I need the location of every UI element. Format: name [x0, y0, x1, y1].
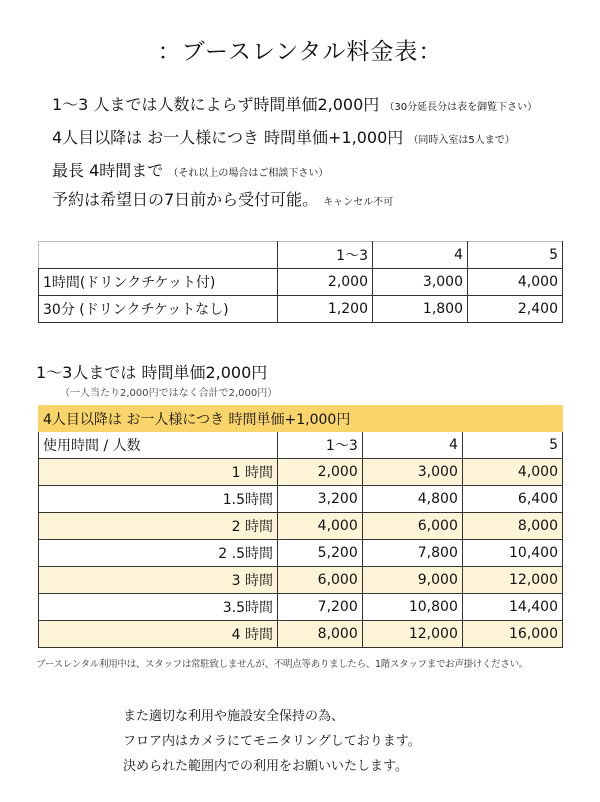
price-cell: 2,000 [278, 459, 363, 486]
price-cell: 8,000 [278, 621, 363, 648]
price-cell: 1,200 [278, 296, 373, 323]
price-cell: 4,800 [362, 486, 462, 513]
info-main: 4人目以降は お一人様につき 時間単価+1,000円 [52, 128, 404, 147]
price-cell: 6,400 [462, 486, 562, 513]
duration-cell: 1.5時間 [39, 486, 278, 513]
table-row [39, 486, 563, 513]
price-cell: 3,200 [278, 486, 363, 513]
table-header-cell: 4 [362, 432, 462, 459]
duration-cell: 1 時間 [39, 459, 278, 486]
duration-cell: 2 .5時間 [39, 540, 278, 567]
price-cell: 1,800 [373, 296, 468, 323]
table-row [39, 513, 563, 540]
info-line-2 [52, 125, 515, 148]
table-header-cell [39, 242, 278, 269]
price-cell: 6,000 [278, 567, 363, 594]
table-row [39, 296, 563, 323]
info-line-4 [52, 187, 393, 210]
table-header-row [39, 242, 563, 269]
info-note: （それ以上の場合はご相談下さい） [168, 168, 329, 179]
info-note: キャンセル不可 [323, 197, 394, 208]
table-header-cell: 4 [373, 242, 468, 269]
table-header-cell: 使用時間 / 人数 [39, 432, 278, 459]
staff-note: ブースレンタル利用中は、スタッフは常駐致しませんが、不明点等ありましたら、1階スタッフまでお声掛けください。 [36, 659, 528, 670]
price-cell: 6,000 [362, 513, 462, 540]
price-cell: 12,000 [362, 621, 462, 648]
table-header-cell: 5 [462, 432, 562, 459]
closing-line: また適切な利用や施設安全保持の為、 [123, 709, 345, 724]
table-row [39, 269, 563, 296]
price-cell: 10,400 [462, 540, 562, 567]
price-cell: 3,000 [373, 269, 468, 296]
price-cell: 14,400 [462, 594, 562, 621]
price-cell: 10,800 [362, 594, 462, 621]
closing-line: 決められた範囲内での利用をお願いいたします。 [123, 759, 408, 774]
table-header-cell: 1〜3 [278, 242, 373, 269]
price-table-by-duration [38, 405, 563, 648]
info-note: （30分延長分は表を御覧下さい） [384, 102, 538, 113]
price-cell: 4,000 [462, 459, 562, 486]
info-line-3 [52, 158, 328, 181]
price-cell: 3,000 [362, 459, 462, 486]
price-cell: 4,000 [468, 269, 563, 296]
duration-cell: 3 時間 [39, 567, 278, 594]
info-main: 1〜3 人までは人数によらず時間単価2,000円 [52, 95, 380, 114]
closing-line: フロア内はカメラにてモニタリングしております。 [123, 734, 421, 749]
table-row [39, 567, 563, 594]
info-line-1 [52, 92, 537, 115]
info-note: （同時入室は5人まで） [408, 135, 515, 146]
table-row [39, 621, 563, 648]
price-cell: 5,200 [278, 540, 363, 567]
duration-cell: 3.5時間 [39, 594, 278, 621]
row-label: 1時間(ドリンクチケット付) [39, 269, 278, 296]
price-cell: 2,000 [278, 269, 373, 296]
table-header-cell: 1〜3 [278, 432, 363, 459]
table-row [39, 594, 563, 621]
price-cell: 2,400 [468, 296, 563, 323]
duration-cell: 4 時間 [39, 621, 278, 648]
duration-cell: 2 時間 [39, 513, 278, 540]
price-cell: 4,000 [278, 513, 363, 540]
table-row [39, 459, 563, 486]
table-row [39, 540, 563, 567]
page-title: ：ブースレンタル料金表： [157, 39, 443, 65]
info-main: 最長 4時間まで [52, 161, 164, 180]
table-header-row [39, 432, 563, 459]
price-cell: 7,800 [362, 540, 462, 567]
table-header-cell: 5 [468, 242, 563, 269]
row-label: 30分 (ドリンクチケットなし) [39, 296, 278, 323]
highlight-band [39, 406, 563, 432]
info-main: 予約は希望日の7日前から受付可能。 [52, 190, 319, 209]
price-cell: 8,000 [462, 513, 562, 540]
price-table-basic [38, 241, 563, 323]
band-text: 4人目以降は お一人様につき 時間単価+1,000円 [39, 406, 563, 432]
section-subheading: （一人当たり2,000円ではなく合計で2,000円） [60, 388, 278, 399]
price-cell: 7,200 [278, 594, 363, 621]
price-cell: 9,000 [362, 567, 462, 594]
price-cell: 16,000 [462, 621, 562, 648]
price-cell: 12,000 [462, 567, 562, 594]
section-heading: 1〜3人までは 時間単価2,000円 [36, 363, 268, 382]
